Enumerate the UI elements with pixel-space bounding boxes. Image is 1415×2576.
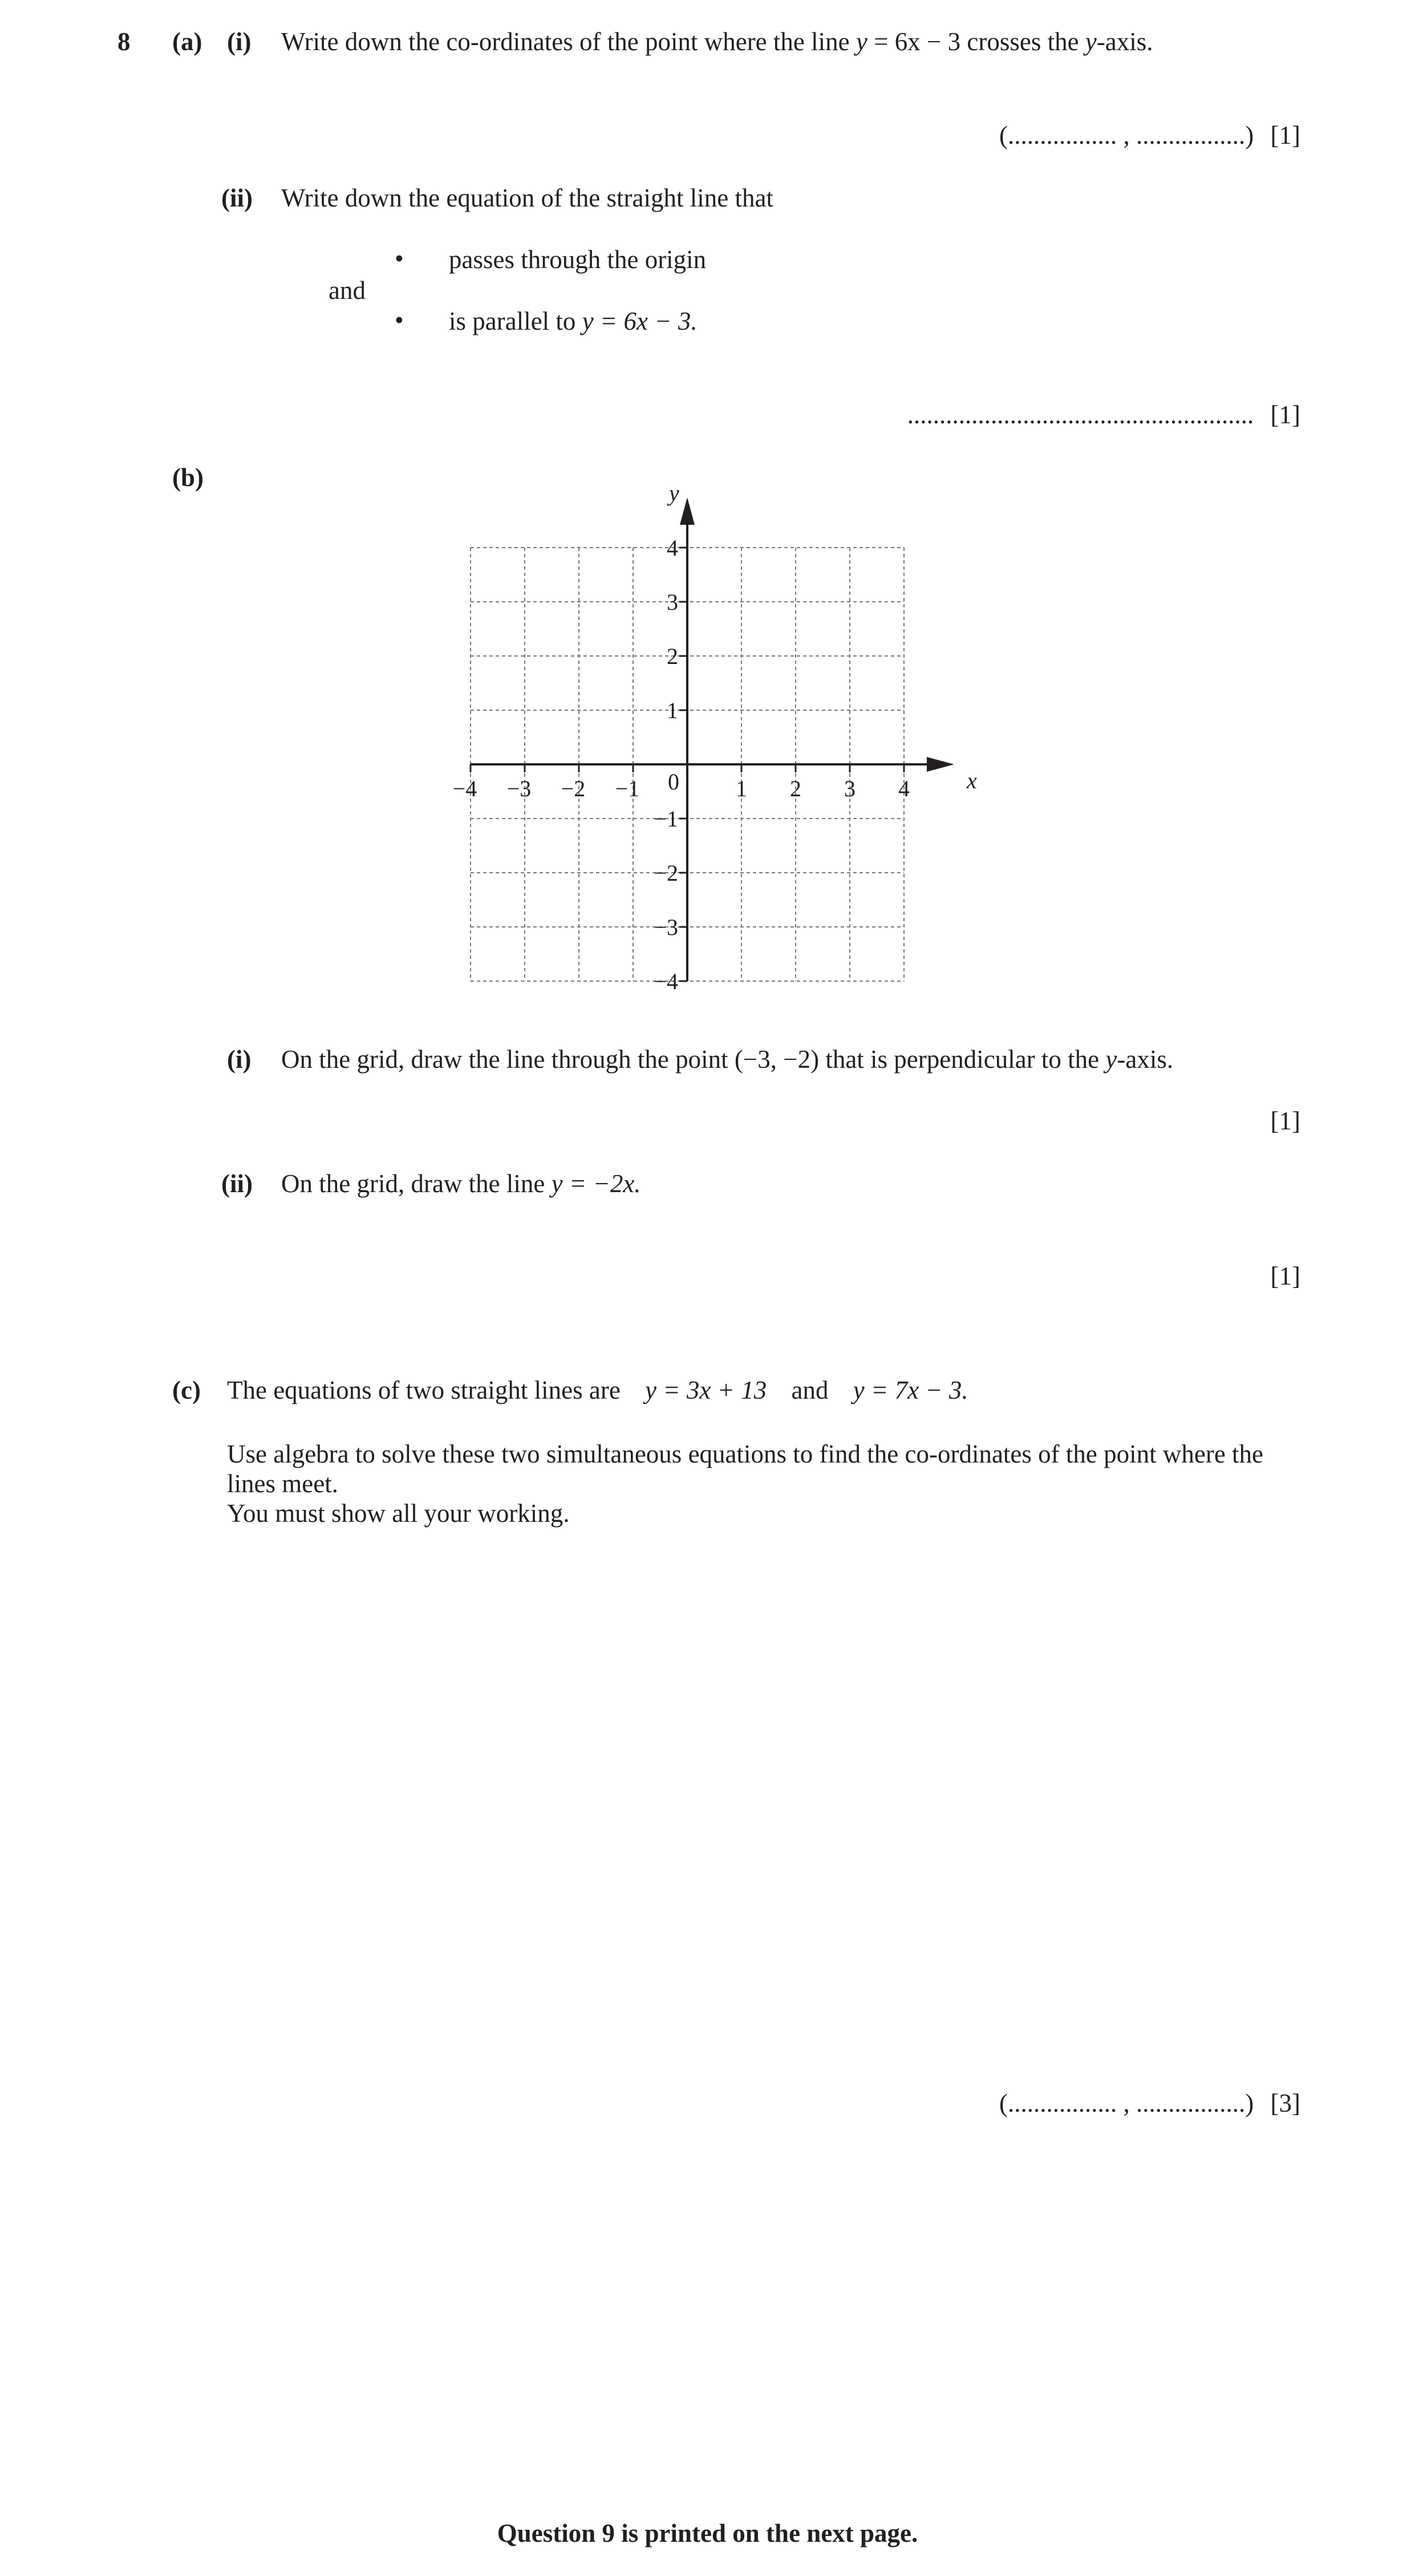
part-a-ii-text: Write down the equation of the straight line that <box>281 184 773 212</box>
part-a-i-question <box>281 27 1153 57</box>
part-b-i-text: On the grid, draw the line through the point (−3, −2) that is perpendicular to the <box>281 1045 1100 1074</box>
part-c-instruction-1: Use algebra to solve these two simultaneous equations to find the co-ordinates of the point where the <box>227 1440 1264 1468</box>
part-a-ii-label: (ii) <box>221 184 253 212</box>
y-tick-label: −1 <box>654 806 678 832</box>
part-c-eq1: y = 3x + 13 <box>645 1376 767 1404</box>
part-a-i-eq-rest: = 6x − 3 <box>867 27 961 56</box>
part-a-i-text-after: crosses the <box>967 27 1079 56</box>
coordinate-grid[interactable] <box>445 480 977 1007</box>
y-tick-label: 4 <box>667 535 678 561</box>
y-axis-arrow-icon <box>680 497 695 525</box>
and-connector: and <box>329 276 366 305</box>
part-c-answer-row <box>999 2089 1300 2119</box>
part-b-ii-question <box>281 1169 641 1199</box>
part-b-label: (b) <box>172 463 204 492</box>
y-tick-label: 2 <box>667 643 678 669</box>
bullet-1-text: passes through the origin <box>449 245 707 274</box>
part-c-marks: [3] <box>1270 2089 1300 2117</box>
part-b-i-marks: [1] <box>1270 1107 1300 1135</box>
x-tick-label: −3 <box>506 776 532 801</box>
part-a-ii-marks: [1] <box>1270 400 1300 429</box>
y-tick-label: 1 <box>667 698 678 723</box>
part-a-i-label: (i) <box>227 27 252 56</box>
y-tick-label: −2 <box>654 860 678 886</box>
part-b-i-post: -axis. <box>1117 1045 1174 1074</box>
part-c-and: and <box>791 1376 829 1404</box>
part-b-ii-text: On the grid, draw the line <box>281 1169 545 1198</box>
part-a-i-answer[interactable]: (................. , .................) <box>999 121 1254 149</box>
x-axis-label: x <box>967 768 977 793</box>
x-tick-label: 4 <box>898 776 910 801</box>
part-c-instruction-2: lines meet. <box>227 1469 338 1498</box>
part-a-label: (a) <box>172 27 202 56</box>
x-tick-label: 1 <box>736 776 747 801</box>
part-c-intro <box>227 1376 968 1406</box>
y-tick-label: −3 <box>654 914 678 940</box>
bullet-2-eq: y = 6x − 3. <box>582 307 698 335</box>
bullet-2-icon: • <box>395 306 404 334</box>
y-tick-label: −4 <box>654 969 678 994</box>
part-b-i-question <box>281 1045 1173 1075</box>
part-a-i-text-var: y <box>1085 27 1097 56</box>
tick-labels <box>453 480 977 994</box>
y-tick-label: 3 <box>667 589 678 615</box>
axes <box>471 497 954 981</box>
part-a-i-marks: [1] <box>1270 121 1300 149</box>
part-b-i-label: (i) <box>227 1045 252 1074</box>
y-axis-label: y <box>669 480 679 506</box>
part-b-i-var: y <box>1105 1045 1117 1074</box>
x-tick-label: 3 <box>844 776 856 801</box>
part-c-eq2: y = 7x − 3. <box>853 1376 968 1404</box>
part-b-ii-label: (ii) <box>221 1169 253 1198</box>
part-a-i-answer-row <box>999 121 1300 151</box>
part-b-ii-marks: [1] <box>1270 1262 1300 1290</box>
bullet-2-text <box>449 307 698 337</box>
part-a-i-text-post: -axis. <box>1096 27 1153 56</box>
part-a-i-eq-y: y <box>856 27 867 56</box>
origin-label: 0 <box>668 769 679 795</box>
x-tick-label: −1 <box>615 776 640 801</box>
part-c-answer[interactable]: (................. , .................) <box>999 2089 1254 2117</box>
x-tick-label: −4 <box>452 776 477 801</box>
part-a-ii-answer[interactable]: ...................................................... <box>907 400 1254 429</box>
part-c-label: (c) <box>172 1376 201 1404</box>
x-tick-label: −2 <box>561 776 586 801</box>
x-tick-label: 2 <box>790 776 801 801</box>
part-c-intro-text: The equations of two straight lines are <box>227 1376 621 1404</box>
bullet-2-pre: is parallel to <box>449 307 576 335</box>
bullet-1-icon: • <box>395 244 404 273</box>
part-a-i-text: Write down the co-ordinates of the point where the line <box>281 27 850 56</box>
x-axis-arrow-icon <box>927 757 954 772</box>
part-c-instruction-3: You must show all your working. <box>227 1499 570 1528</box>
part-a-ii-answer-row <box>907 400 1300 430</box>
footer-note: Question 9 is printed on the next page. <box>497 2519 918 2547</box>
part-b-ii-eq: y = −2x. <box>551 1169 641 1198</box>
question-number: 8 <box>117 27 131 56</box>
